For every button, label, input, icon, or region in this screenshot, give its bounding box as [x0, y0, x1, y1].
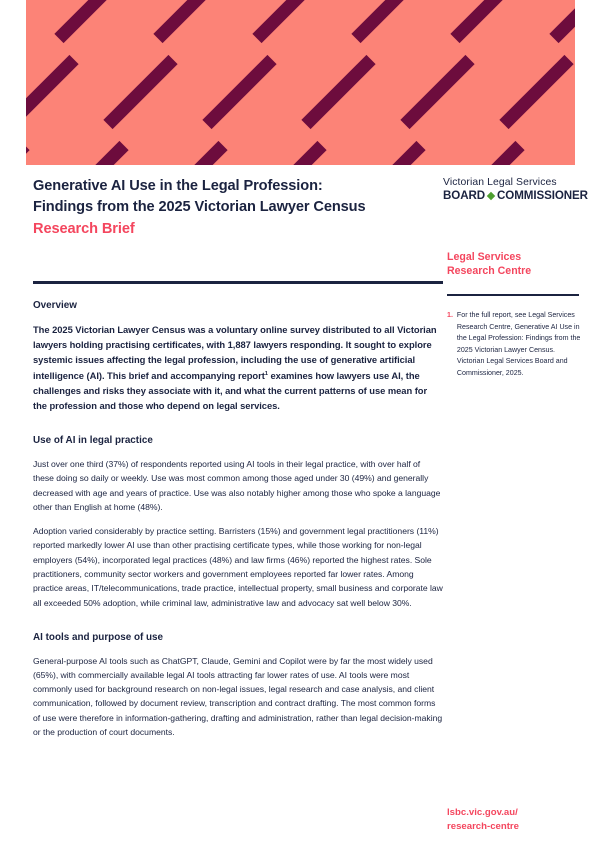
diagonal-dash [450, 0, 524, 43]
logo-board-text: BOARD [443, 189, 486, 202]
overview-lead-paragraph [33, 322, 443, 413]
section-heading-overview: Overview [33, 300, 77, 311]
logo-commissioner-text: COMMISSIONER [497, 189, 588, 202]
diagonal-dash [54, 0, 128, 43]
footnote-text: For the full report, see Legal Services Research Centre, Generative AI Use in the Legal Profession: Findings from the 2025 Victorian Lawyer Census. Victorian Legal Services Board and Commissioner, 2025. [456, 311, 581, 377]
logo-primary-text: Victorian Legal Services [443, 177, 557, 188]
diagonal-dash-pattern [26, 0, 575, 165]
ai-tools-paragraph-1: General-purpose AI tools such as ChatGPT, Claude, Gemini and Copilot were by far the most widely used (65%), with commercially available legal AI tools attracting far lower rates of use. AI tools were most commonly used for background research on non-legal issues, legal research and case analysis, and client communication, followed by document review, transcription and contract drafting. The most common forms of use were therefore in information-gathering, drafting and administration, rather than legal decision-making or the production of court documents. [33, 655, 443, 738]
diagonal-dash [153, 141, 227, 165]
title-block [33, 176, 433, 240]
diagonal-dash [351, 141, 425, 165]
use-of-ai-paragraph-2: Adoption varied considerably by practice setting. Barristers (15%) and government legal practitioners (11%) reported markedly lower AI use than other practising certificate types, while those working for non-legal employers (54%), incorporated legal practices (48%) and law firms (46%) reported the highest rates. Sole practitioners, community sector workers and government employees reported far lower rates. Among practice areas, IT/telecommunications, trade practice, intellectual property, small business and corporate law all exceeded 50% adoption, while criminal law, administrative law and advocacy sat well below 30%. [33, 526, 443, 608]
diagonal-dash [499, 55, 573, 129]
sidebar-divider [447, 294, 579, 296]
diagonal-dash [202, 55, 276, 129]
diagonal-dash [450, 141, 524, 165]
section-heading-ai-tools: AI tools and purpose of use [33, 631, 164, 643]
sidebar-heading [447, 250, 583, 278]
diagonal-dash [549, 0, 575, 43]
green-diamond-icon [487, 192, 495, 200]
diagonal-dash [54, 141, 128, 165]
overview-lead-part-2: examines how lawyers use AI, the challenges and risks they associate with it, and what the current patterns of use mean for the profession and those who depend on legal services. [33, 369, 428, 412]
diagonal-dash [26, 0, 30, 43]
footnote-reference: 1 [264, 370, 268, 377]
diagonal-dash [252, 0, 326, 43]
diagonal-dash [252, 141, 326, 165]
sidebar [447, 250, 583, 379]
footer-url-line-1: lsbc.vic.gov.au/ [447, 807, 518, 818]
diagonal-dash [26, 55, 79, 129]
footnote-marker: 1. [447, 311, 453, 320]
diagonal-dash [400, 55, 474, 129]
overview-lead-part-1: The 2025 Victorian Lawyer Census was a voluntary online survey distributed to all Victorian lawyers holding practising certificates, with 1,887 lawyers responding. It sought to explore systemic issues affecting the legal profession, including the use of generative artificial intelligence (AI). This brief and accompanying report [33, 323, 437, 381]
diagonal-dash [153, 0, 227, 43]
section-heading-use-of-ai: Use of AI in legal practice [33, 435, 153, 447]
sidebar-heading-line-2: Research Centre [447, 265, 532, 278]
content-divider [33, 281, 443, 284]
diagonal-dash [351, 0, 425, 43]
page-title [33, 176, 433, 217]
header-banner [26, 0, 575, 165]
diagonal-dash [301, 55, 375, 129]
main-content [33, 281, 443, 739]
logo-secondary-text [443, 189, 588, 203]
section-ai-tools [33, 632, 443, 739]
title-line-2: Findings from the 2025 Victorian Lawyer Census [33, 198, 366, 215]
footer-url-line-2: research-centre [447, 820, 519, 832]
title-line-1: Generative AI Use in the Legal Profession: [33, 178, 323, 194]
section-overview [33, 300, 443, 413]
page-subtitle: Research Brief [33, 221, 135, 238]
diagonal-dash [103, 55, 177, 129]
organisation-logo [443, 176, 588, 203]
use-of-ai-paragraph-1: Just over one third (37%) of respondents reported using AI tools in their legal practice, with over half of these doing so daily or weekly. Use was most common among those aged under 30 (49%) and generally decreased with age and years of practice. Use was also notably higher among those who spoke a language other than English at home (48%). [33, 459, 441, 512]
footnote [447, 310, 583, 379]
footer-website-link[interactable] [447, 806, 587, 833]
section-use-of-ai [33, 435, 443, 610]
sidebar-heading-line-1: Legal Services [447, 251, 522, 263]
diagonal-dash [549, 141, 575, 165]
diagonal-dash [26, 141, 30, 165]
